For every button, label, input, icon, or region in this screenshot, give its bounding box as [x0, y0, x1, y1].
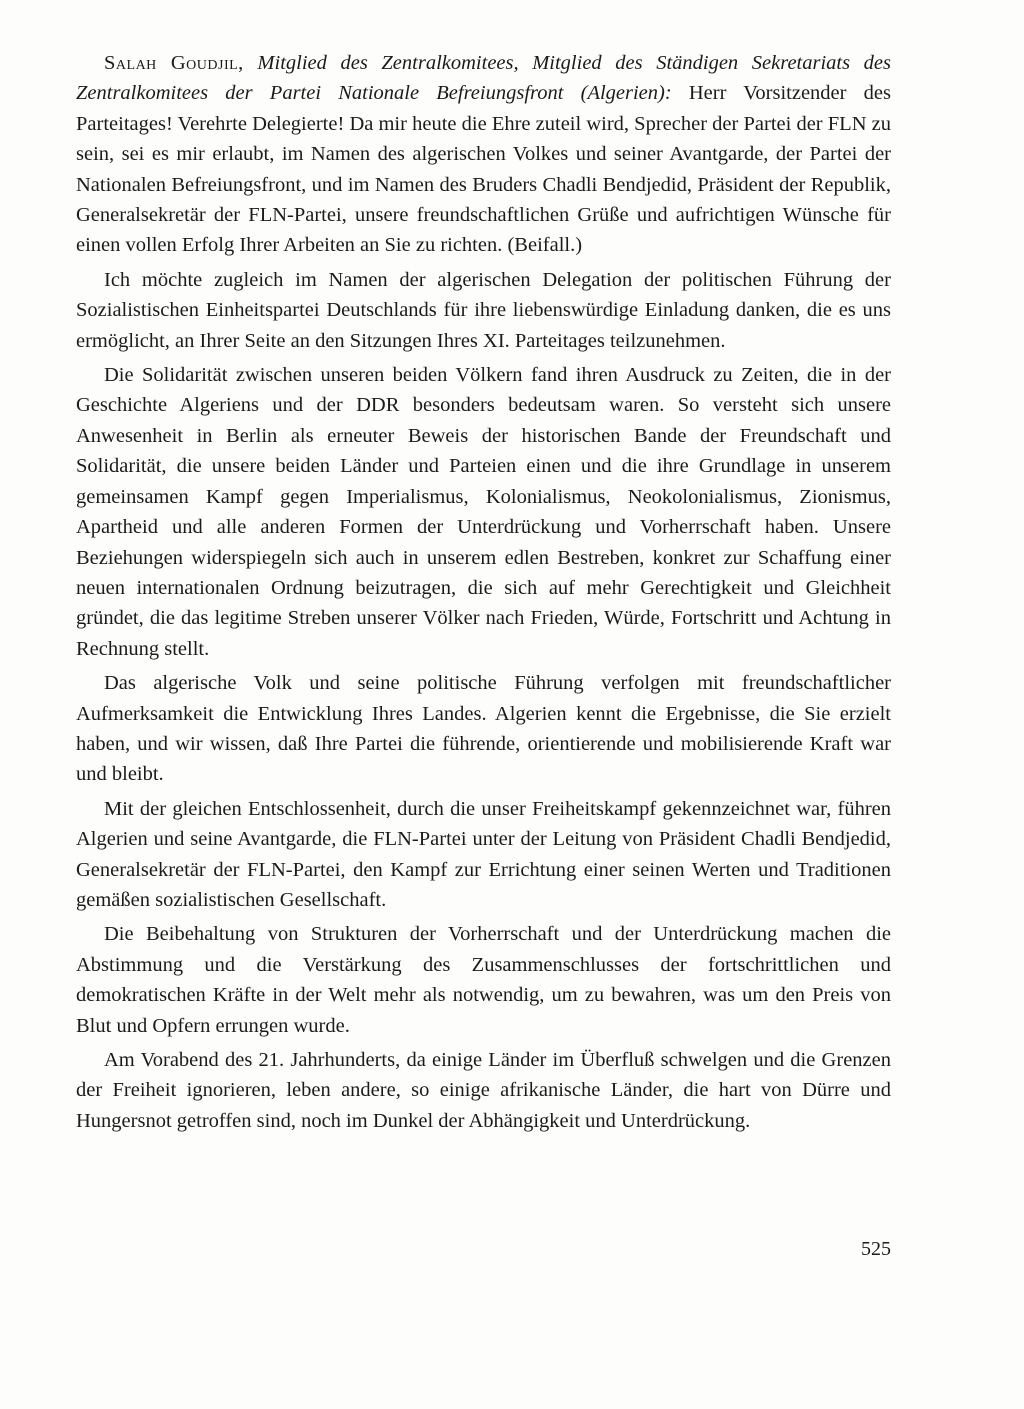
speech-paragraph-3: Die Solidarität zwischen unseren beiden Völkern fand ihren Ausdruck zu Zeiten, die in der Geschichte Algeriens und der DDR besonders bedeutsam waren. So versteht sich unsere Anwesenheit in Berlin als erneuter Beweis der historischen Bande der Freundschaft und Solidarität, die unsere beiden Länder und Parteien einen und die ihre Grundlage in unserem gemeinsamen Kampf gegen Imperialismus, Kolonialismus, Neokolonialismus, Zionismus, Apartheid und alle anderen Formen der Unterdrückung und Vorherrschaft haben. Unsere Beziehungen widerspiegeln sich auch in unserem edlen Bestreben, konkret zur Schaffung einer neuen internationalen Ordnung beizutragen, die sich auf mehr Gerechtigkeit und Gleichheit gründet, die das legitime Streben unserer Völker nach Frieden, Würde, Fortschritt und Achtung in Rechnung stellt.	[76, 364, 891, 660]
page-number: 525	[861, 1238, 891, 1260]
speech-paragraph-6: Die Beibehaltung von Strukturen der Vorherrschaft und der Unterdrückung machen die Abstimmung und die Verstärkung des Zusammenschlusses der fortschrittlichen und demokratischen Kräfte in der Welt mehr als notwendig, um zu bewahren, was um den Preis von Blut und Opfern errungen wurde.	[76, 923, 891, 1037]
speech-paragraph-5: Mit der gleichen Entschlossenheit, durch die unser Freiheitskampf gekennzeichnet war, führen Algerien und seine Avantgarde, die FLN-Partei unter der Leitung von Präsident Chadli Bendjedid, Generalsekretär der FLN-Partei, den Kampf zur Errichtung einer seinen Werten und Traditionen gemäßen sozialistischen Gesellschaft.	[76, 797, 891, 911]
speech-paragraph-1	[76, 48, 891, 261]
speaker-name: Salah Goudjil,	[104, 52, 244, 74]
paragraph-text: Herr Vorsitzender des Parteitages! Verehrte Delegierte! Da mir heute die Ehre zuteil wird, Sprecher der Partei der FLN zu sein, sei es mir erlaubt, im Namen des algerischen Volkes und seiner Avantgarde, der Partei der Nationalen Befreiungsfront, und im Namen des Bruders Chadli Bendjedid, Präsident der Republik, Generalsekretär der FLN-Partei, unsere freundschaftlichen Grüße und aufrichtigen Wünsche für einen vollen Erfolg Ihrer Arbeiten an Sie zu richten. (Beifall.)	[76, 82, 891, 257]
speech-paragraph-2: Ich möchte zugleich im Namen der algerischen Delegation der politischen Führung der Sozialistischen Einheitspartei Deutschlands für ihre liebenswürdige Einladung danken, die es uns ermöglicht, an Ihrer Seite an den Sitzungen Ihres XI. Parteitages teilzunehmen.	[76, 268, 891, 352]
speaker-role: Mitglied des Zentralkomitees, Mitglied des Ständigen Sekretariats des Zentralkomitees der Partei Nationale Befreiungsfront (Algerien):	[76, 52, 892, 105]
speech-text	[76, 48, 891, 1140]
speech-paragraph-7: Am Vorabend des 21. Jahrhunderts, da einige Länder im Überfluß schwelgen und die Grenzen der Freiheit ignorieren, leben andere, so einige afrikanische Länder, die hart von Dürre und Hungersnot getroffen sind, noch im Dunkel der Abhängigkeit und Unterdrückung.	[76, 1049, 891, 1132]
speech-paragraph-4: Das algerische Volk und seine politische Führung verfolgen mit freundschaftlicher Aufmerksamkeit die Entwicklung Ihres Landes. Algerien kennt die Ergebnisse, die Sie erzielt haben, und wir wissen, daß Ihre Partei die führende, orientierende und mobilisierende Kraft war und bleibt.	[76, 672, 891, 786]
